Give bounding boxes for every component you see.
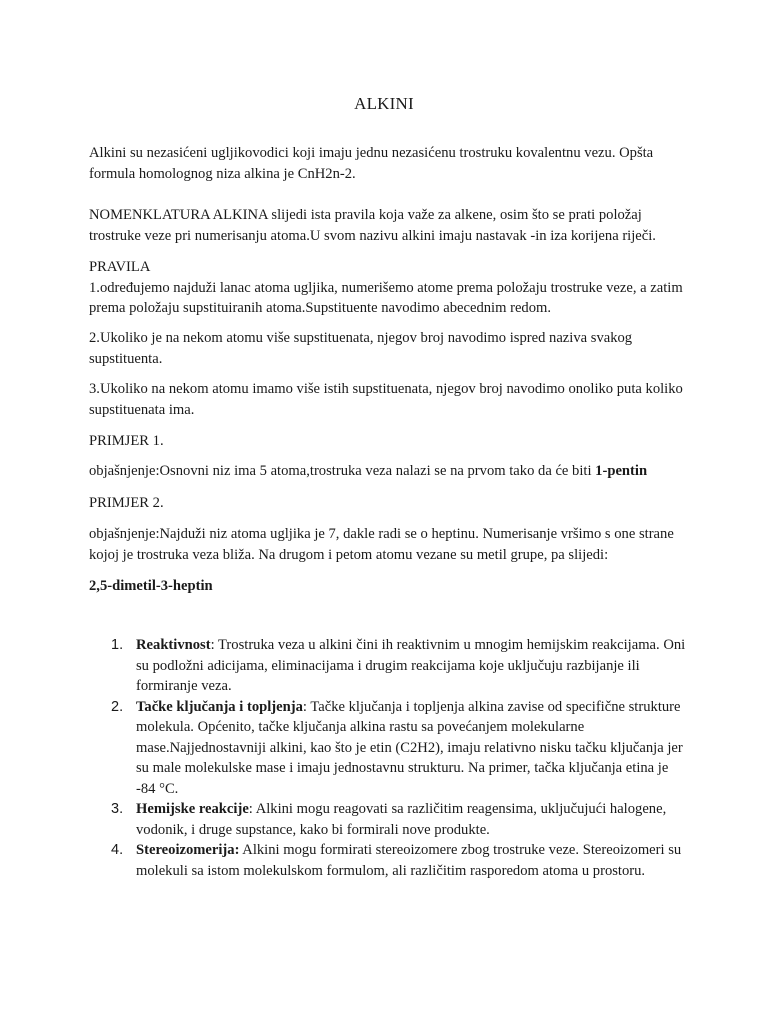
document-title: ALKINI <box>354 94 414 113</box>
list-item-number: 1. <box>111 637 124 653</box>
properties-list <box>89 635 689 881</box>
example-2-heading: PRIMJER 2. <box>89 495 164 511</box>
rules-heading: PRAVILA <box>89 259 151 275</box>
example-1-explanation <box>89 461 689 482</box>
list-item <box>89 840 689 881</box>
list-item <box>89 635 689 697</box>
list-item-number: 2. <box>111 698 124 715</box>
example-2-answer: 2,5-dimetil-3-heptin <box>89 578 213 594</box>
rule-3: 3.Ukoliko na nekom atomu imamo više istih supstituenata, njegov broj navodimo onoliko puta koliko supstituenata ima. <box>89 381 683 418</box>
list-item-term: Tačke ključanja i topljenja <box>136 698 303 715</box>
example-2-explanation: objašnjenje:Najduži niz atoma ugljika je 7, dakle radi se o heptinu. Numerisanje vršimo s one strane kojoj je trostruka veza bliža. Na drugom i petom atomu vezane su metil grupe, pa slijedi: <box>89 526 674 563</box>
list-item <box>89 799 689 840</box>
list-item <box>89 697 689 800</box>
list-item-term: Hemijske reakcije <box>136 801 249 817</box>
rule-2: 2.Ukoliko je na nekom atomu više supstituenata, njegov broj navodimo ispred naziva svakog supstituenta. <box>89 330 633 367</box>
list-item-text: : Trostruka veza u alkini čini ih reaktivnim u mnogim hemijskim reakcijama. Oni su podložni adicijama, eliminacijama i drugim reakcijama koje uključuju razbijanje ili formiranje veza. <box>136 637 686 694</box>
intro-paragraph: Alkini su nezasićeni ugljikovodici koji imaju jednu nezasićenu trostruku kovalentnu vezu. Opšta formula homolognog niza alkina je CnH2n-2. <box>89 145 654 182</box>
example-1-text: objašnjenje:Osnovni niz ima 5 atoma,trostruka veza nalazi se na prvom tako da će biti <box>89 463 596 479</box>
list-item-term: Reaktivnost <box>136 637 211 653</box>
rule-1: 1.određujemo najduži lanac atoma ugljika, numerišemo atome prema položaju trostruke veze, a zatim prema položaju supstituiranih atoma.Supstituente navodimo abecednim redom. <box>89 279 683 316</box>
list-item-text: Alkini mogu formirati stereoizomere zbog trostruke veze. Stereoizomeri su molekuli sa istom molekulskom formulom, ali različitim rasporedom atoma u prostoru. <box>136 842 682 879</box>
rules-section <box>89 257 689 319</box>
list-item-text: : Tačke ključanja i topljenja alkina zavise od specifične strukture molekula. Općenito, tačke ključanja alkina rastu sa povećanjem molekularne mase.Najjednostavniji alkini, kao što je etin (C2H2), imaju relativno nisku tačku ključanja jer su male molekulske mase i imaju jednostavnu strukturu. Na primer, tačka ključanja etina je -84 °C. <box>136 698 683 797</box>
nomenclature-paragraph: NOMENKLATURA ALKINA slijedi ista pravila koja važe za alkene, osim što se prati položaj trostruke veze pri numerisanju atoma.U svom nazivu alkini imaju nastavak -in iza korijena riječi. <box>89 207 656 244</box>
example-1-answer: 1-pentin <box>595 463 648 479</box>
list-item-number: 4. <box>111 842 124 858</box>
list-item-number: 3. <box>111 801 124 817</box>
example-1-heading: PRIMJER 1. <box>89 433 164 449</box>
list-item-text: : Alkini mogu reagovati sa različitim reagensima, uključujući halogene, vodonik, i druge supstance, kako bi formirali nove produkte. <box>136 801 667 838</box>
list-item-term: Stereoizomerija: <box>136 842 240 858</box>
